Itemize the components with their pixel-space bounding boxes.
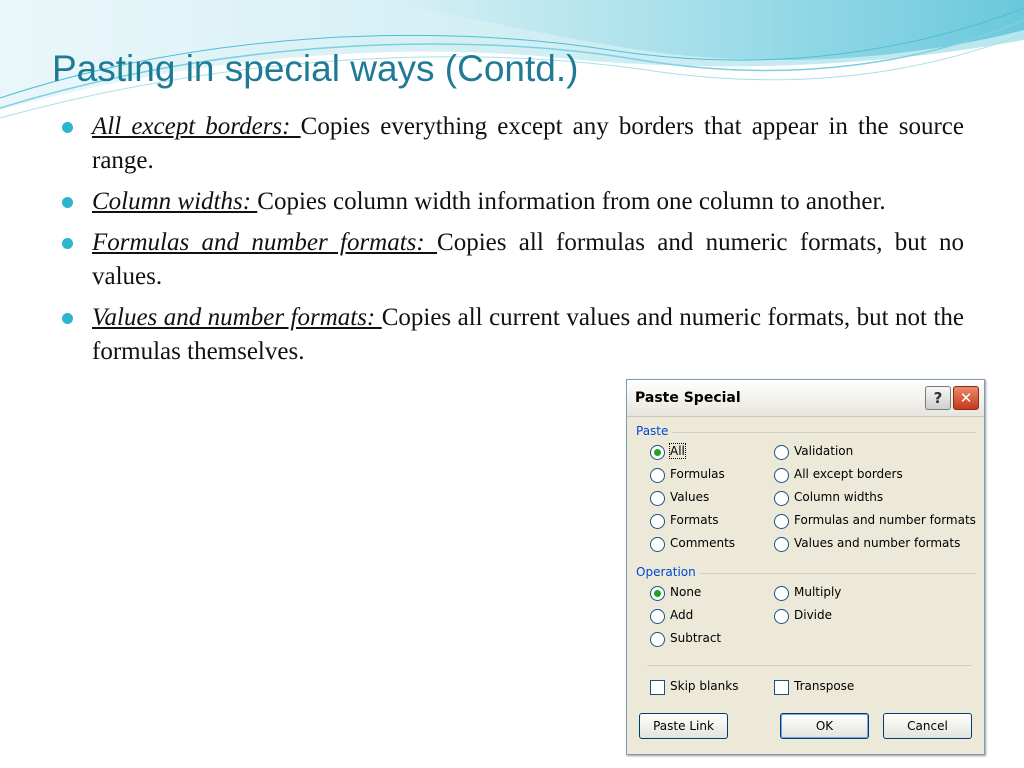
- radio-icon: [774, 445, 789, 460]
- radio-label: Validation: [794, 444, 854, 458]
- checkbox-icon: [774, 680, 789, 695]
- bullet-item: [62, 185, 964, 219]
- paste-link-button[interactable]: Paste Link: [639, 713, 728, 739]
- radio-label: All: [670, 444, 685, 458]
- radio-icon: [650, 491, 665, 506]
- radio-icon: [650, 632, 665, 647]
- radio-icon: [774, 468, 789, 483]
- radio-label: Values: [670, 490, 710, 504]
- radio-icon: [650, 468, 665, 483]
- dialog-titlebar: [627, 380, 984, 417]
- radio-label: Subtract: [670, 631, 722, 645]
- radio-icon: [650, 514, 665, 529]
- radio-icon: [774, 609, 789, 624]
- bullet-item: [62, 110, 964, 178]
- radio-label: Multiply: [794, 585, 842, 599]
- operation-group: [636, 565, 976, 579]
- radio-label: All except borders: [794, 467, 903, 481]
- bullet-item: [62, 301, 964, 369]
- bullet-icon: [62, 122, 73, 133]
- bullet-icon: [62, 238, 73, 249]
- paste-special-dialog: [626, 379, 985, 755]
- bullet-text: Copies column width information from one column to another.: [257, 188, 886, 215]
- radio-label: Values and number formats: [794, 536, 961, 550]
- checkbox-label: Skip blanks: [670, 679, 739, 693]
- radio-label: Formulas and number formats: [794, 513, 976, 527]
- bullet-term: Column widths:: [92, 188, 258, 215]
- radio-label: Divide: [794, 608, 833, 622]
- bullet-text: Copies everything except any borders that appear in the source range.: [92, 113, 964, 174]
- separator: [647, 665, 972, 666]
- close-button[interactable]: ✕: [953, 386, 979, 410]
- radio-icon: [774, 537, 789, 552]
- radio-label: Formulas: [670, 467, 725, 481]
- radio-icon: [774, 586, 789, 601]
- help-button[interactable]: ?: [925, 386, 951, 410]
- bullet-term: All except borders:: [92, 113, 301, 140]
- cancel-button[interactable]: Cancel: [883, 713, 972, 739]
- bullet-term: Formulas and number formats:: [92, 229, 438, 256]
- bullet-text: Copies all formulas and numeric formats, but no values.: [92, 229, 964, 290]
- radio-label: Formats: [670, 513, 719, 527]
- radio-selected-icon: [650, 586, 665, 601]
- bullet-text: Copies all current values and numeric formats, but not the formulas themselves.: [92, 304, 964, 365]
- radio-label: Column widths: [794, 490, 884, 504]
- radio-label: Comments: [670, 536, 736, 550]
- paste-group-label: Paste: [636, 424, 672, 438]
- radio-label: Add: [670, 608, 694, 622]
- checkbox-label: Transpose: [794, 679, 855, 693]
- ok-button[interactable]: OK: [780, 713, 869, 739]
- bullet-item: [62, 226, 964, 294]
- radio-selected-icon: [650, 445, 665, 460]
- paste-group: [636, 424, 976, 438]
- checkbox-icon: [650, 680, 665, 695]
- operation-group-label: Operation: [636, 565, 700, 579]
- radio-icon: [650, 537, 665, 552]
- slide-title: Pasting in special ways (Contd.): [52, 48, 579, 89]
- radio-icon: [774, 491, 789, 506]
- radio-icon: [774, 514, 789, 529]
- radio-label: None: [670, 585, 702, 599]
- bullet-list: [62, 110, 964, 376]
- bullet-icon: [62, 197, 73, 208]
- bullet-term: Values and number formats:: [92, 304, 382, 331]
- bullet-icon: [62, 313, 73, 324]
- dialog-title: Paste Special: [635, 390, 741, 406]
- radio-icon: [650, 609, 665, 624]
